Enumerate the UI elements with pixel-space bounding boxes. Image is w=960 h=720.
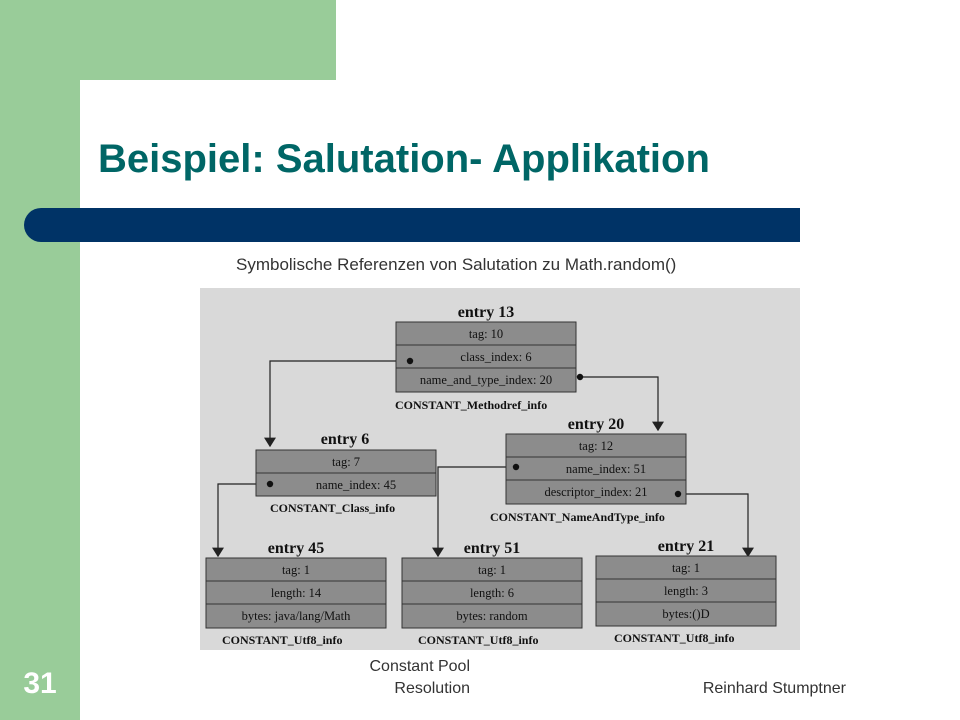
entry-field: length: 14 <box>270 586 322 600</box>
entry-header: entry 51 <box>463 540 521 557</box>
entry-field: bytes:()D <box>662 607 710 621</box>
entry-field: length: 6 <box>469 586 515 600</box>
reference-dot <box>407 358 413 364</box>
entry-field: bytes: random <box>456 609 528 623</box>
title-underline-bar <box>24 208 800 242</box>
footer-topic-line: Resolution <box>394 680 470 697</box>
top-left-band <box>0 0 336 80</box>
entry-type-label: CONSTANT_Utf8_info <box>418 633 539 647</box>
entry-type-label: CONSTANT_NameAndType_info <box>490 510 665 524</box>
entry-type-label: CONSTANT_Methodref_info <box>395 398 548 412</box>
entry-field: descriptor_index: 21 <box>544 485 648 499</box>
entry-field: bytes: java/lang/Math <box>241 609 351 623</box>
entry-field: tag: 10 <box>468 327 504 341</box>
entry-field: tag: 1 <box>477 563 507 577</box>
entry-field: tag: 1 <box>671 561 701 575</box>
constant-pool-diagram <box>200 288 800 650</box>
entry-field: tag: 12 <box>578 439 614 453</box>
reference-dot <box>513 464 519 470</box>
entry-header: entry 13 <box>457 304 515 321</box>
entry-header: entry 6 <box>320 431 370 448</box>
footer-topic-line: Constant Pool <box>369 658 470 675</box>
entry-field: name_index: 51 <box>565 462 647 476</box>
sidebar-background <box>0 0 80 720</box>
entry-field: length: 3 <box>663 584 709 598</box>
reference-dot <box>675 491 681 497</box>
diagram-canvas <box>200 288 800 650</box>
entry-type-label: CONSTANT_Utf8_info <box>222 633 343 647</box>
reference-dot <box>577 374 583 380</box>
entry-field: class_index: 6 <box>460 350 532 364</box>
entry-field: name_index: 45 <box>315 478 397 492</box>
entry-type-label: CONSTANT_Utf8_info <box>614 631 735 645</box>
figure-caption: Symbolische Referenzen von Salutation zu Math.random() <box>236 255 677 274</box>
entry-header: entry 45 <box>267 540 325 557</box>
entry-type-label: CONSTANT_Class_info <box>270 501 396 515</box>
footer-author: Reinhard Stumptner <box>702 680 846 697</box>
entry-field: name_and_type_index: 20 <box>419 373 553 387</box>
slide-number: 31 <box>23 667 57 700</box>
slide-title: Beispiel: Salutation- Applikation <box>98 137 710 181</box>
entry-header: entry 20 <box>567 416 625 433</box>
entry-header: entry 21 <box>657 538 715 555</box>
footer-topic <box>290 656 470 700</box>
entry-field: tag: 1 <box>281 563 311 577</box>
reference-dot <box>267 481 273 487</box>
entry-field: tag: 7 <box>331 455 361 469</box>
